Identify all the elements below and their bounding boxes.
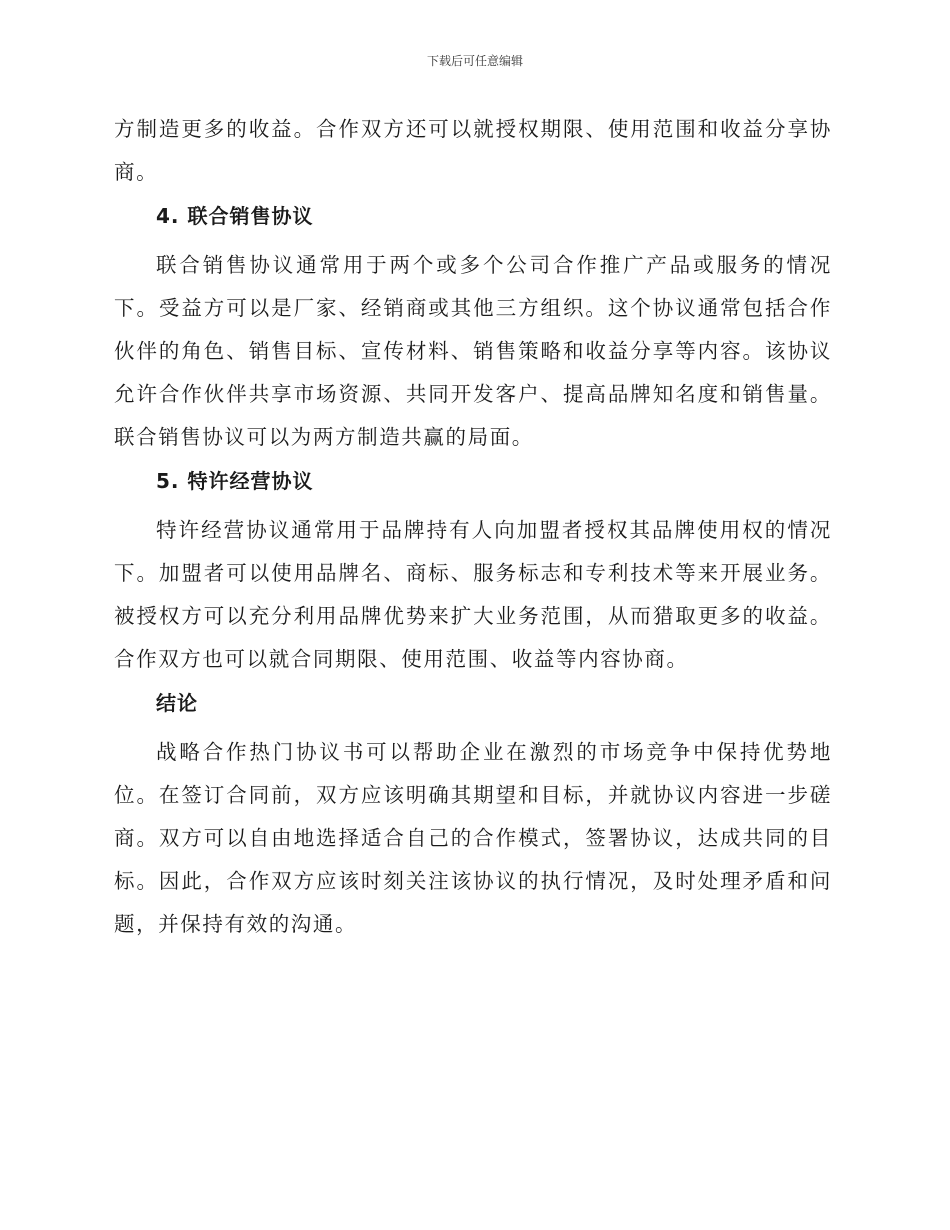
document-body [114, 108, 832, 946]
section-4-paragraph: 联合销售协议通常用于两个或多个公司合作推广产品或服务的情况下。受益方可以是厂家、经销商或其他三方组织。这个协议通常包括合作伙伴的角色、销售目标、宣传材料、销售策略和收益分享等内容。该协议允许合作伙伴共享市场资源、共同开发客户、提高品牌知名度和销售量。联合销售协议可以为两方制造共赢的局面。 [114, 253, 832, 449]
section-5-paragraph: 特许经营协议通常用于品牌持有人向加盟者授权其品牌使用权的情况下。加盟者可以使用品牌名、商标、服务标志和专利技术等来开展业务。被授权方可以充分利用品牌优势来扩大业务范围，从而猎取更多的收益。合作双方也可以就合同期限、使用范围、收益等内容协商。 [114, 518, 832, 671]
page-header: 下载后可任意编辑 [426, 54, 523, 68]
conclusion-paragraph: 战略合作热门协议书可以帮助企业在激烈的市场竞争中保持优势地位。在签订合同前，双方应该明确其期望和目标，并就协议内容进一步磋商。双方可以自由地选择适合自己的合作模式，签署协议，达成共同的目标。因此，合作双方应该时刻关注该协议的执行情况，及时处理矛盾和问题，并保持有效的沟通。 [114, 740, 832, 936]
continuation-paragraph: 方制造更多的收益。合作双方还可以就授权期限、使用范围和收益分享协商。 [114, 117, 832, 184]
section-5-heading: 5. 特许经营协议 [156, 469, 314, 493]
conclusion-heading: 结论 [156, 691, 198, 715]
section-4-heading: 4. 联合销售协议 [156, 204, 314, 228]
